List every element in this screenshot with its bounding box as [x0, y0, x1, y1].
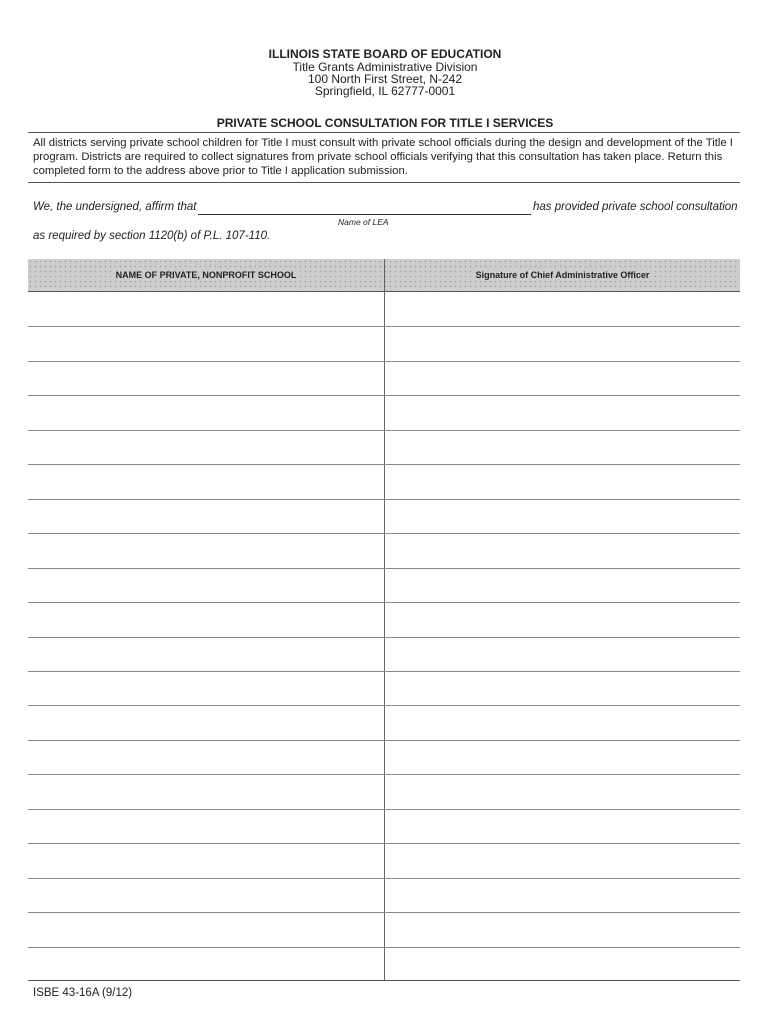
signature-cell[interactable] — [385, 843, 740, 877]
signature-cell[interactable] — [385, 637, 740, 671]
signature-cell[interactable] — [385, 430, 740, 464]
school-name-cell[interactable] — [28, 602, 383, 636]
school-name-cell[interactable] — [28, 533, 383, 567]
affirmation-prefix: We, the undersigned, affirm that — [33, 201, 197, 213]
school-name-cell[interactable] — [28, 843, 383, 877]
school-name-cell[interactable] — [28, 809, 383, 843]
table-bottom-rule — [28, 980, 740, 981]
signature-cell[interactable] — [385, 292, 740, 326]
column-header-school-name: NAME OF PRIVATE, NONPROFIT SCHOOL — [115, 270, 297, 280]
letterhead — [0, 48, 770, 97]
affirmation-suffix: has provided private school consultation — [533, 201, 738, 213]
street-address: 100 North First Street, N-242 — [307, 72, 463, 86]
signature-cell[interactable] — [385, 533, 740, 567]
form-title: PRIVATE SCHOOL CONSULTATION FOR TITLE I SERVICES — [216, 116, 554, 130]
signature-cell[interactable] — [385, 361, 740, 395]
school-name-cell[interactable] — [28, 878, 383, 912]
school-name-cell[interactable] — [28, 292, 383, 326]
signature-cell[interactable] — [385, 568, 740, 602]
instructions-rule — [28, 182, 740, 183]
organization-name: ILLINOIS STATE BOARD OF EDUCATION — [268, 47, 502, 61]
school-name-cell[interactable] — [28, 947, 383, 981]
school-name-cell[interactable] — [28, 671, 383, 705]
signature-cell[interactable] — [385, 499, 740, 533]
column-header-signature: Signature of Chief Administrative Officer — [475, 270, 650, 280]
instructions-paragraph: All districts serving private school children for Title I must consult with private school officials during the design and development of the Title I program. Districts are required to collect signatures from private school officials verifying that this consultation has taken place. Return this completed form to the address above prior to Title I application submission. — [33, 137, 733, 177]
signature-cell[interactable] — [385, 395, 740, 429]
signature-cell[interactable] — [385, 774, 740, 808]
signature-cell[interactable] — [385, 326, 740, 360]
school-name-cell[interactable] — [28, 740, 383, 774]
signature-cell[interactable] — [385, 671, 740, 705]
signature-cell[interactable] — [385, 878, 740, 912]
affirmation-continuation: as required by section 1120(b) of P.L. 107-110. — [33, 230, 271, 242]
affirmation-statement — [33, 201, 739, 245]
school-name-cell[interactable] — [28, 499, 383, 533]
lea-field-caption: Name of LEA — [338, 217, 389, 227]
school-name-cell[interactable] — [28, 361, 383, 395]
lea-name-field[interactable] — [198, 214, 531, 215]
school-name-cell[interactable] — [28, 326, 383, 360]
title-rule — [28, 132, 740, 133]
signature-cell[interactable] — [385, 740, 740, 774]
signature-cell[interactable] — [385, 809, 740, 843]
signature-cell[interactable] — [385, 602, 740, 636]
city-state-zip: Springfield, IL 62777-0001 — [314, 84, 456, 98]
school-name-cell[interactable] — [28, 464, 383, 498]
signature-cell[interactable] — [385, 705, 740, 739]
school-name-cell[interactable] — [28, 912, 383, 946]
school-name-cell[interactable] — [28, 395, 383, 429]
school-name-cell[interactable] — [28, 705, 383, 739]
school-name-cell[interactable] — [28, 568, 383, 602]
school-name-cell[interactable] — [28, 637, 383, 671]
signature-cell[interactable] — [385, 464, 740, 498]
school-name-cell[interactable] — [28, 774, 383, 808]
signature-cell[interactable] — [385, 947, 740, 981]
signature-cell[interactable] — [385, 912, 740, 946]
division-name: Title Grants Administrative Division — [292, 60, 478, 74]
form-number: ISBE 43-16A (9/12) — [33, 987, 133, 999]
school-name-cell[interactable] — [28, 430, 383, 464]
signature-table — [28, 259, 740, 981]
